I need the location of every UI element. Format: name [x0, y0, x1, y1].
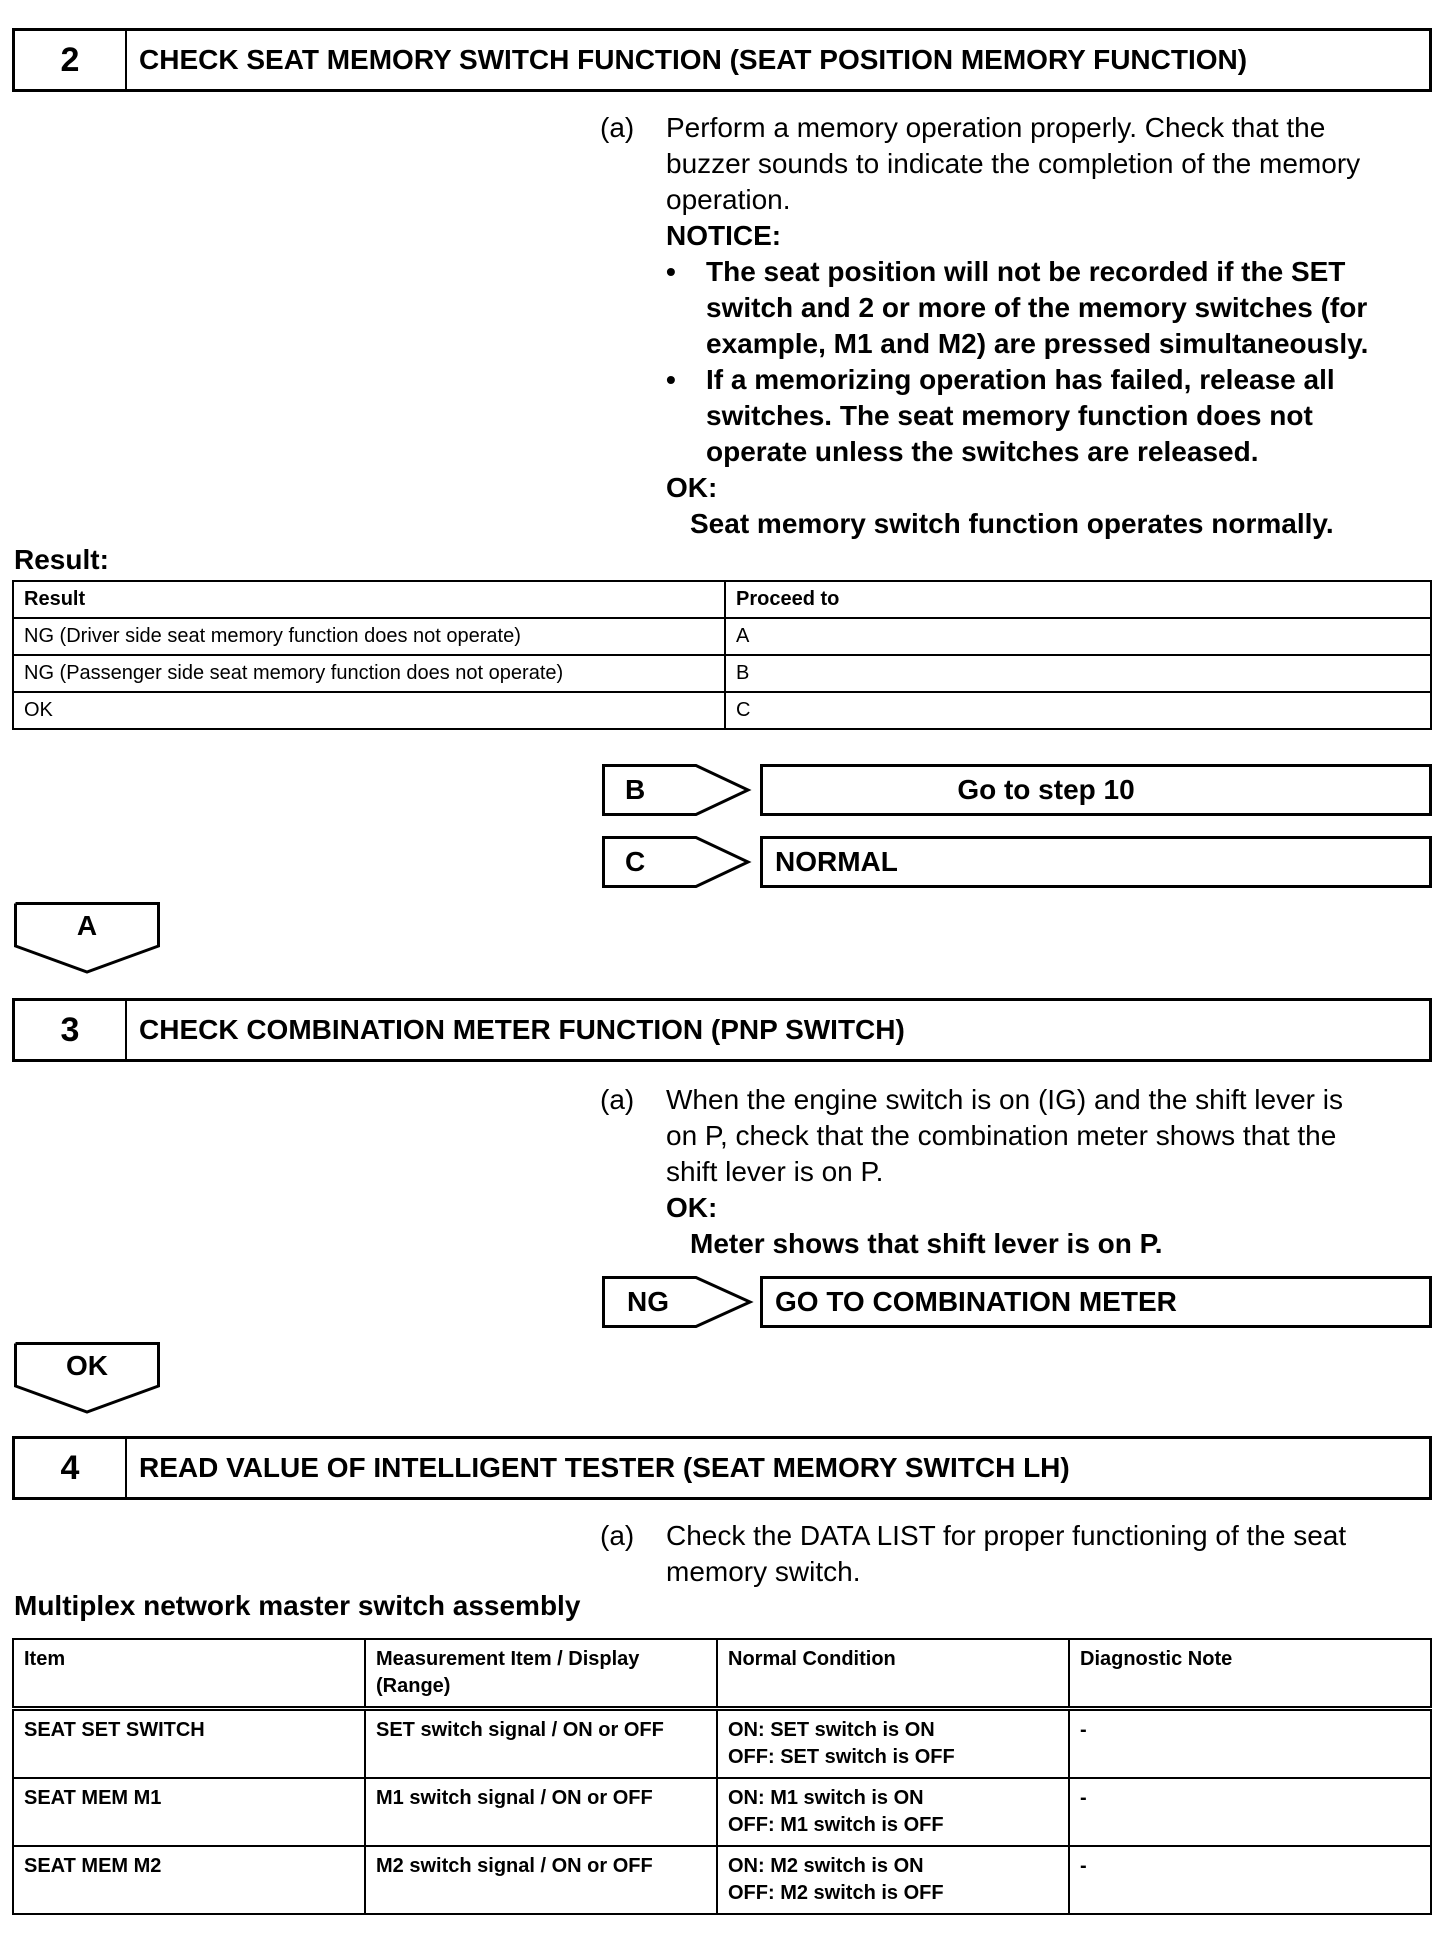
flow-down-tag-ok	[14, 1342, 160, 1414]
condition-line: ON: M2 switch is ON	[728, 1855, 924, 1877]
step-title: CHECK SEAT MEMORY SWITCH FUNCTION (SEAT POSITION MEMORY FUNCTION)	[139, 44, 1248, 75]
table-header: Item	[13, 1639, 365, 1709]
table-cell: NG (Passenger side seat memory function does not operate)	[13, 655, 725, 692]
table-cell: C	[725, 692, 1431, 729]
bullet-line: operate unless the switches are released.	[706, 436, 1259, 467]
ok-label: OK:	[666, 1192, 718, 1223]
assembly-label: Multiplex network master switch assembly	[14, 1590, 581, 1621]
step-title: CHECK COMBINATION METER FUNCTION (PNP SWITCH)	[139, 1014, 905, 1045]
bullet-glyph: •	[666, 364, 676, 395]
flow-arrow-icon	[672, 764, 752, 816]
table-header	[365, 1639, 717, 1709]
ok-text: Seat memory switch function operates normally.	[690, 508, 1334, 539]
table-cell: M2 switch signal / ON or OFF	[365, 1846, 717, 1914]
table-cell: SEAT MEM M1	[13, 1778, 365, 1846]
bullet-line: If a memorizing operation has failed, release all	[706, 364, 1335, 395]
table-row	[13, 655, 1431, 692]
item-label: (a)	[600, 1520, 635, 1551]
step-3-instruction	[600, 1082, 1430, 1262]
notice-bullet	[666, 362, 1430, 470]
bullet-line: switch and 2 or more of the memory switches (for	[706, 292, 1368, 323]
table-cell	[717, 1778, 1069, 1846]
table-cell	[717, 1846, 1069, 1914]
table-cell: OK	[13, 692, 725, 729]
step-4-instruction	[600, 1518, 1430, 1590]
step-3-header	[12, 998, 1432, 1062]
step-number: 2	[15, 31, 127, 89]
flow-box-combination-meter: GO TO COMBINATION METER	[760, 1276, 1432, 1328]
instruction-line: shift lever is on P.	[666, 1156, 884, 1187]
flow-down-label: A	[76, 910, 98, 941]
instruction-line: on P, check that the combination meter shows that the	[666, 1120, 1337, 1151]
result-table	[12, 580, 1432, 730]
condition-line: OFF: M2 switch is OFF	[728, 1882, 944, 1904]
table-cell: NG (Driver side seat memory function does not operate)	[13, 618, 725, 655]
table-cell: SEAT MEM M2	[13, 1846, 365, 1914]
table-row	[13, 692, 1431, 729]
step-number: 3	[15, 1001, 127, 1059]
condition-line: OFF: SET switch is OFF	[728, 1746, 955, 1768]
table-cell: B	[725, 655, 1431, 692]
step-title: READ VALUE OF INTELLIGENT TESTER (SEAT MEMORY SWITCH LH)	[139, 1452, 1070, 1483]
instruction-line: memory switch.	[666, 1556, 861, 1587]
table-header-line: (Range)	[376, 1675, 451, 1697]
flow-arrow-icon	[672, 836, 752, 888]
step-4-header	[12, 1436, 1432, 1500]
flow-box-normal: NORMAL	[760, 836, 1432, 888]
instruction-line: buzzer sounds to indicate the completion of the memory	[666, 148, 1361, 179]
table-header: Normal Condition	[717, 1639, 1069, 1709]
step-2-instruction	[600, 110, 1430, 542]
table-header: Proceed to	[725, 581, 1431, 618]
table-row	[13, 1709, 1431, 1779]
table-cell	[717, 1709, 1069, 1779]
table-header: Diagnostic Note	[1069, 1639, 1431, 1709]
item-label: (a)	[600, 1084, 635, 1115]
condition-line: ON: M1 switch is ON	[728, 1787, 924, 1809]
flow-down-label: OK	[66, 1350, 108, 1381]
instruction-line: Check the DATA LIST for proper functioning of the seat	[666, 1520, 1347, 1551]
table-row	[13, 1778, 1431, 1846]
item-label: (a)	[600, 112, 635, 143]
table-cell: SET switch signal / ON or OFF	[365, 1709, 717, 1779]
step-number: 4	[15, 1439, 127, 1497]
bullet-glyph: •	[666, 256, 676, 287]
table-cell: SEAT SET SWITCH	[13, 1709, 365, 1779]
condition-line: OFF: M1 switch is OFF	[728, 1814, 944, 1836]
notice-bullet	[666, 254, 1430, 362]
bullet-line: The seat position will not be recorded if the SET	[706, 256, 1346, 287]
instruction-line: When the engine switch is on (IG) and the shift lever is	[666, 1084, 1343, 1115]
instruction-line: operation.	[666, 184, 791, 215]
instruction-line: Perform a memory operation properly. Check that the	[666, 112, 1326, 143]
flow-tag-ng: NG	[602, 1276, 678, 1328]
table-cell: A	[725, 618, 1431, 655]
ok-text: Meter shows that shift lever is on P.	[690, 1228, 1163, 1259]
flow-tag-c: C	[602, 836, 672, 888]
step-2-header	[12, 28, 1432, 92]
flow-tag-b: B	[602, 764, 672, 816]
condition-line: ON: SET switch is ON	[728, 1719, 935, 1741]
bullet-line: example, M1 and M2) are pressed simultaneously.	[706, 328, 1369, 359]
table-cell: -	[1069, 1778, 1431, 1846]
table-row	[13, 1846, 1431, 1914]
table-cell: -	[1069, 1709, 1431, 1779]
table-header-line: Measurement Item / Display	[376, 1648, 640, 1670]
bullet-line: switches. The seat memory function does not	[706, 400, 1313, 431]
flow-box-go-to-step: Go to step 10	[760, 764, 1432, 816]
ok-label: OK:	[666, 472, 718, 503]
result-label: Result:	[14, 544, 109, 575]
table-header: Result	[13, 581, 725, 618]
table-cell: M1 switch signal / ON or OFF	[365, 1778, 717, 1846]
table-cell: -	[1069, 1846, 1431, 1914]
flow-arrow-icon	[678, 1276, 754, 1328]
notice-label: NOTICE:	[666, 220, 782, 251]
table-row	[13, 618, 1431, 655]
data-list-table	[12, 1638, 1432, 1915]
flow-down-tag-a	[14, 902, 160, 974]
